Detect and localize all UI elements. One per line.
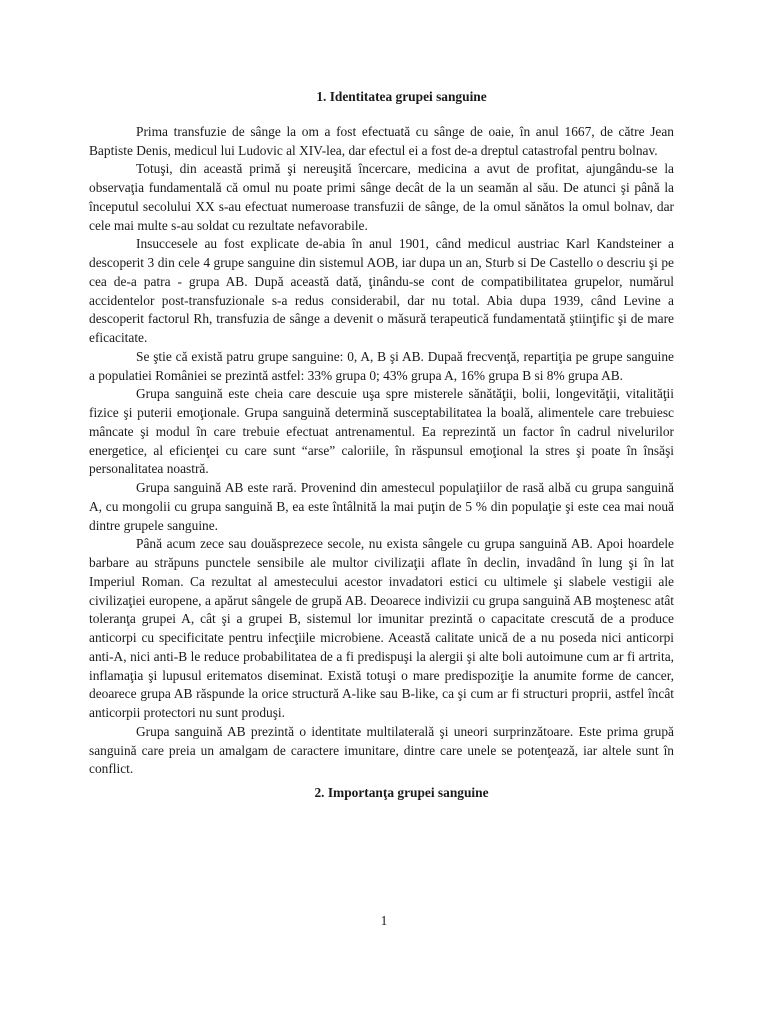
page-number: 1 [380,913,388,928]
paragraph-2: Totuşi, din această primă şi nereuşită încercare, medicina a avut de profitat, ajungându-se la observaţia fundamentală că omul nu poate primi sânge decât de la un seamăn al său. De atunci şi până la începutul secolului XX s-au efectuat numeroase transfuzii de sânge, de la omul sănătos la omul bolnav, dar cele mai multe s-au soldat cu rezultate nefavorabile. [89,161,674,233]
paragraph-1: Prima transfuzie de sânge la om a fost efectuată cu sânge de oaie, în anul 1667, de către Jean Baptiste Denis, medicul lui Ludovic al XIV-lea, dar efectul ei a fost de-a dreptul catastrofal pentru bolnav. [89,123,674,158]
paragraph-8: Grupa sanguină AB prezintă o identitate multilaterală şi uneori surprinzătoare. Este prima grupă sanguină care preia un amalgam de caractere imunitare, dintre care unele se potenţează, iar altele sunt în conflict. [89,723,674,777]
section-heading-2: 2. Importanţa grupei sanguine [314,785,489,800]
paragraph-7: Până acum zece sau douăsprezece secole, nu exista sângele cu grupa sanguină AB. Apoi hoardele barbare au străpuns punctele sensibile ale multor civilizaţii aflate în declin, invadând în lung şi în lat Imperiul Roman. Ca rezultat al amestecului acestor invadatori estici cu ultimele şi slabele vestigii ale civilizaţiei europene, a apărut sângele de grupă AB. Deoarece indivizii cu grupa sanguină AB moştenesc atât toleranţa grupei A, cât şi a grupei B, sistemul lor imunitar prezintă o capacitate crescută de a produce anticorpi cu specificitate pentru infecţiile microbiene. Această calitate unică de a nu poseda nici anticorpi anti-A, nici anti-B le reduce probabilitatea de a fi predispuşi la alergii şi alte boli autoimune cum ar fi artrita, inflamaţia şi lupusul eritematos diseminat. Există totuşi o mare predispoziţie la anumite forme de cancer, deoarece grupa AB răspunde la orice structură A-like sau B-like, ca şi cum ar fi structuri proprii, astfel încât anticorpii protectori nu sunt produşi. [89,536,674,720]
section-heading-1: 1. Identitatea grupei sanguine [316,89,487,104]
paragraph-6: Grupa sanguină AB este rară. Provenind din amestecul populaţiilor de rasă albă cu grupa sanguină A, cu mongolii cu grupa sanguină B, ea este întâlnită la mai puţin de 5 % din populaţie şi este cea mai nouă dintre grupele sanguine. [89,480,674,533]
document-page [89,88,674,803]
paragraph-5: Grupa sanguină este cheia care descuie uşa spre misterele sănătăţii, bolii, longevităţii, vitalităţii fizice şi puterii emoţionale. Grupa sanguină determină susceptabilitatea la boală, alimentele care trebuiesc mâncate şi modul în care trebuie efectuat antrenamentul. Ea reprezintă un factor în cadrul nivelurilor energetice, al eficienţei cu care sunt “arse” caloriile, în răspunsul emoţional la stres şi poate în însăşi personalitatea noastră. [89,386,674,477]
paragraph-3: Insuccesele au fost explicate de-abia în anul 1901, când medicul austriac Karl Kandsteiner a descoperit 3 din cele 4 grupe sanguine din sistemul AOB, iar dupa un an, Sturb si De Castello o descriu şi pe cea de-a patra - grupa AB. După această dată, ţinându-se cont de compatibilitatea grupelor, numărul accidentelor post-transfuzionale s-a redus considerabil, dar nu total. Abia dupa 1939, când Levine a descoperit factorul Rh, transfuzia de sânge a devenit o măsură terapeutică fundamentată ştiinţific şi de mare eficacitate. [89,236,674,345]
paragraph-4: Se ştie că există patru grupe sanguine: 0, A, B şi AB. Dupaă frecvenţă, repartiţia pe grupe sanguine a populatiei României se prezintă astfel: 33% grupa 0; 43% grupa A, 16% grupa B si 8% grupa AB. [89,348,674,383]
